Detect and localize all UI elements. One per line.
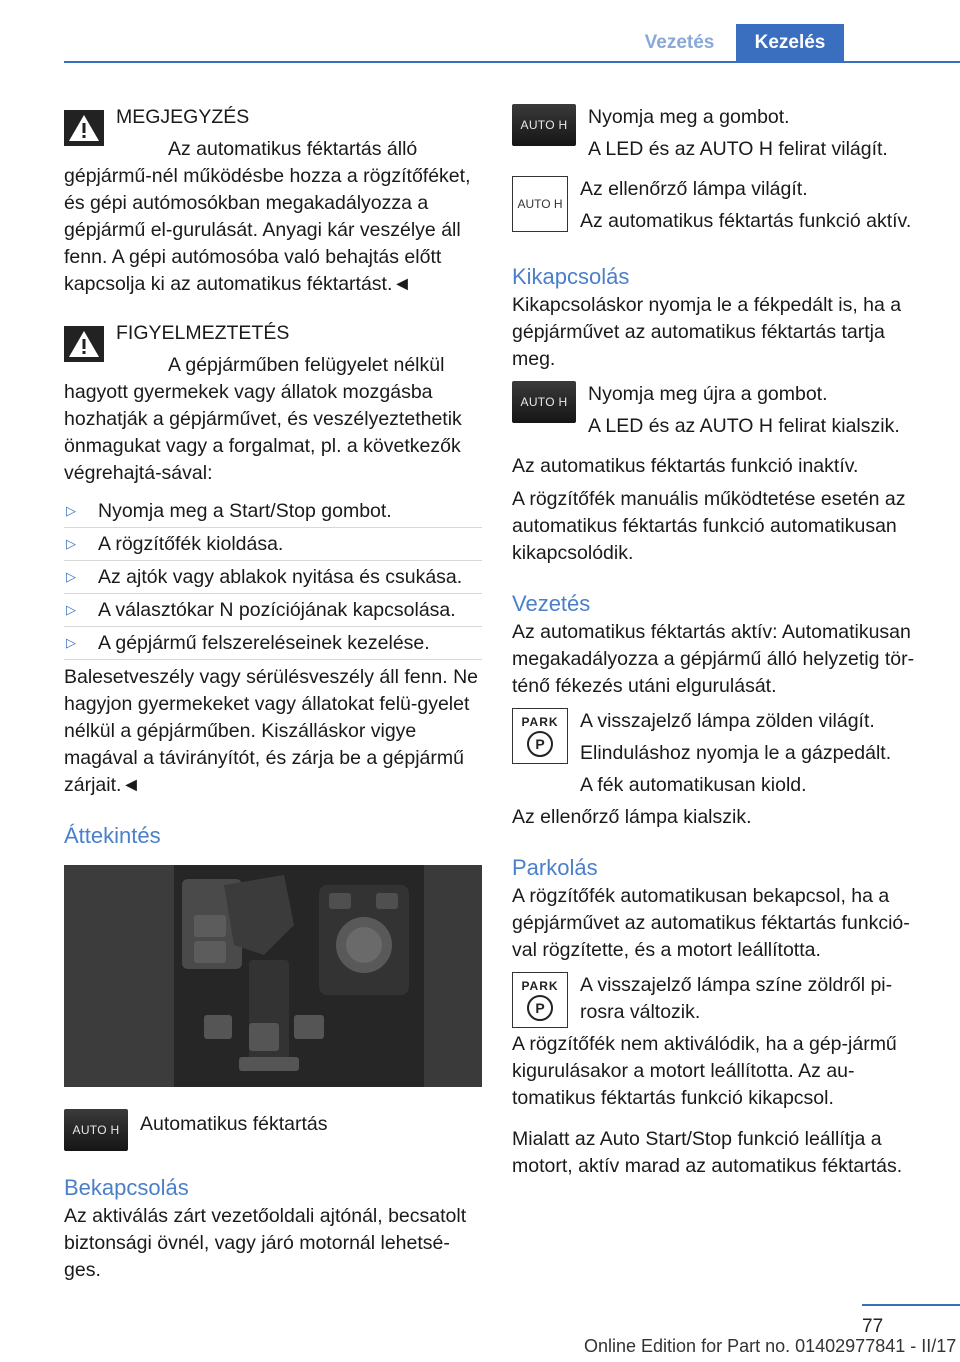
park-lamp-line-1: A visszajelző lámpa színe zöldről pi-rosra változik. (580, 974, 893, 1023)
footer-edition: Online Edition for Part no. 01402977841 - II/17 (584, 1336, 957, 1356)
warning-block (64, 320, 482, 487)
press-line-2: A LED és az AUTO H felirat világít. (588, 138, 888, 160)
on-heading: Bekapcsolás (64, 1175, 189, 1200)
park-heading: Parkolás (512, 855, 598, 880)
drive-lamp-line-2: Elinduláshoz nyomja le a gázpedált. (580, 742, 892, 764)
drive-text: Az automatikus féktartás aktív: Automatikusan megakadályozza a gépjármű álló helyzetig tör-ténő fékezés utáni elgurulását. (512, 621, 915, 697)
park-text: A rögzítőfék automatikusan bekapcsol, ha a gépjárművet az automatikus féktartás funkció-val rögzítette, és a motort leállította. (512, 885, 910, 961)
list-item: ▷ Az ajtók vagy ablakok nyitása és csukása. (64, 561, 482, 594)
press-row (512, 104, 922, 168)
park-lamp-icon: PARK P (512, 972, 568, 1028)
warning-tail: Balesetveszély vagy sérülésveszély áll fenn. Ne hagyjon gyermekeket vagy állatokat felü-gyelet nélkül a gépjárműben. Kiszálláskor vigye magával a távirányítót, és zárja be a gépjármű zárjait.◄ (64, 666, 479, 796)
overview-heading: Áttekintés (64, 823, 161, 848)
warning-list (64, 495, 482, 660)
list-item: ▷ Nyomja meg a Start/Stop gombot. (64, 495, 482, 528)
off-p2: A rögzítőfék manuális működtetése esetén az automatikus féktartás funkció automatikusan kikapcsolódik. (512, 488, 906, 564)
header-tab-vezetes[interactable]: Vezetés (623, 24, 736, 61)
warning-icon (64, 326, 104, 362)
lamp-line-2: Az automatikus féktartás funkció aktív. (580, 210, 912, 232)
warning-icon (64, 110, 104, 146)
park-lamp-row (512, 972, 922, 1031)
list-item: ▷ A gépjármű felszereléseinek kezelése. (64, 627, 482, 660)
warning-title: FIGYELMEZTETÉS (116, 322, 290, 344)
press-again-row (512, 381, 922, 445)
drive-after: Az ellenőrző lámpa kialszik. (512, 806, 752, 828)
list-item: ▷ A választókar N pozíciójának kapcsolása. (64, 594, 482, 627)
console-photo (64, 865, 482, 1087)
bullet-triangle-icon: ▷ (66, 569, 76, 584)
park-lamp-icon: PARK P (512, 708, 568, 764)
autoh-caption-row (64, 1109, 482, 1151)
bullet-triangle-icon: ▷ (66, 602, 76, 617)
park-after: A rögzítőfék nem aktiválódik, ha a gép-jármű kigurulásakor a motort leállította. Az au-tomatikus féktartás funkció kikapcsol. (512, 1033, 897, 1109)
press-again-line-2: A LED és az AUTO H felirat kialszik. (588, 415, 900, 437)
drive-lamp-line-1: A visszajelző lámpa zölden világít. (580, 710, 875, 732)
on-text: Az aktiválás zárt vezetőoldali ajtónál, becsatolt biztonsági övnél, vagy járó motornál lehetsé-ges. (64, 1205, 467, 1281)
note-text: Az automatikus féktartás álló gépjármű-nél működésbe hozza a rögzítőféket, és gépi autómosókban megakadályozza a gépjármű el-gurulását. Anyagi kár veszélye áll fenn. A gépi autómosóba való behajtás előtt kapcsolja ki az automatikus féktartást.◄ (64, 138, 471, 295)
left-column (64, 104, 482, 1284)
bullet-triangle-icon: ▷ (66, 635, 76, 650)
page-number: 77 (862, 1316, 884, 1337)
footer-rule (862, 1304, 960, 1306)
header-tab-kezeles[interactable]: Kezelés (736, 24, 844, 61)
press-line-1: Nyomja meg a gombot. (588, 106, 790, 128)
warning-text: A gépjárműben felügyelet nélkül hagyott gyermekek vagy állatok mozgásba hozhatják a gépjárművet, és veszélyeztethetik önmagukat vagy a forgalmat, pl. a következők végrehajtá-sával: (64, 354, 462, 484)
autoh-lamp-icon: AUTO H (512, 176, 568, 232)
press-again-line-1: Nyomja meg újra a gombot. (588, 383, 828, 405)
startstop-text: Mialatt az Auto Start/Stop funkció leállítja a motort, aktív marad az automatikus féktartás. (512, 1128, 903, 1177)
header-rule (64, 61, 960, 63)
note-title: MEGJEGYZÉS (116, 106, 250, 128)
off-text: Kikapcsoláskor nyomja le a fékpedált is, ha a gépjárművet az automatikus féktartás tartja meg. (512, 294, 902, 370)
lamp-line-1: Az ellenőrző lámpa világít. (580, 178, 808, 200)
autoh-caption: Automatikus féktartás (140, 1113, 328, 1135)
bullet-triangle-icon: ▷ (66, 536, 76, 551)
drive-lamp-row (512, 708, 922, 804)
right-column (512, 104, 922, 1180)
bullet-triangle-icon: ▷ (66, 503, 76, 518)
off-p1: Az automatikus féktartás funkció inaktív. (512, 455, 859, 477)
autoh-button-icon: AUTO H (512, 104, 576, 146)
autoh-button-icon: AUTO H (64, 1109, 128, 1151)
autoh-button-icon: AUTO H (512, 381, 576, 423)
drive-lamp-line-3: A fék automatikusan kiold. (580, 774, 807, 796)
lamp-row (512, 176, 922, 240)
list-item: ▷ A rögzítőfék kioldása. (64, 528, 482, 561)
drive-heading: Vezetés (512, 591, 591, 616)
off-heading: Kikapcsolás (512, 264, 630, 289)
note-block (64, 104, 482, 298)
